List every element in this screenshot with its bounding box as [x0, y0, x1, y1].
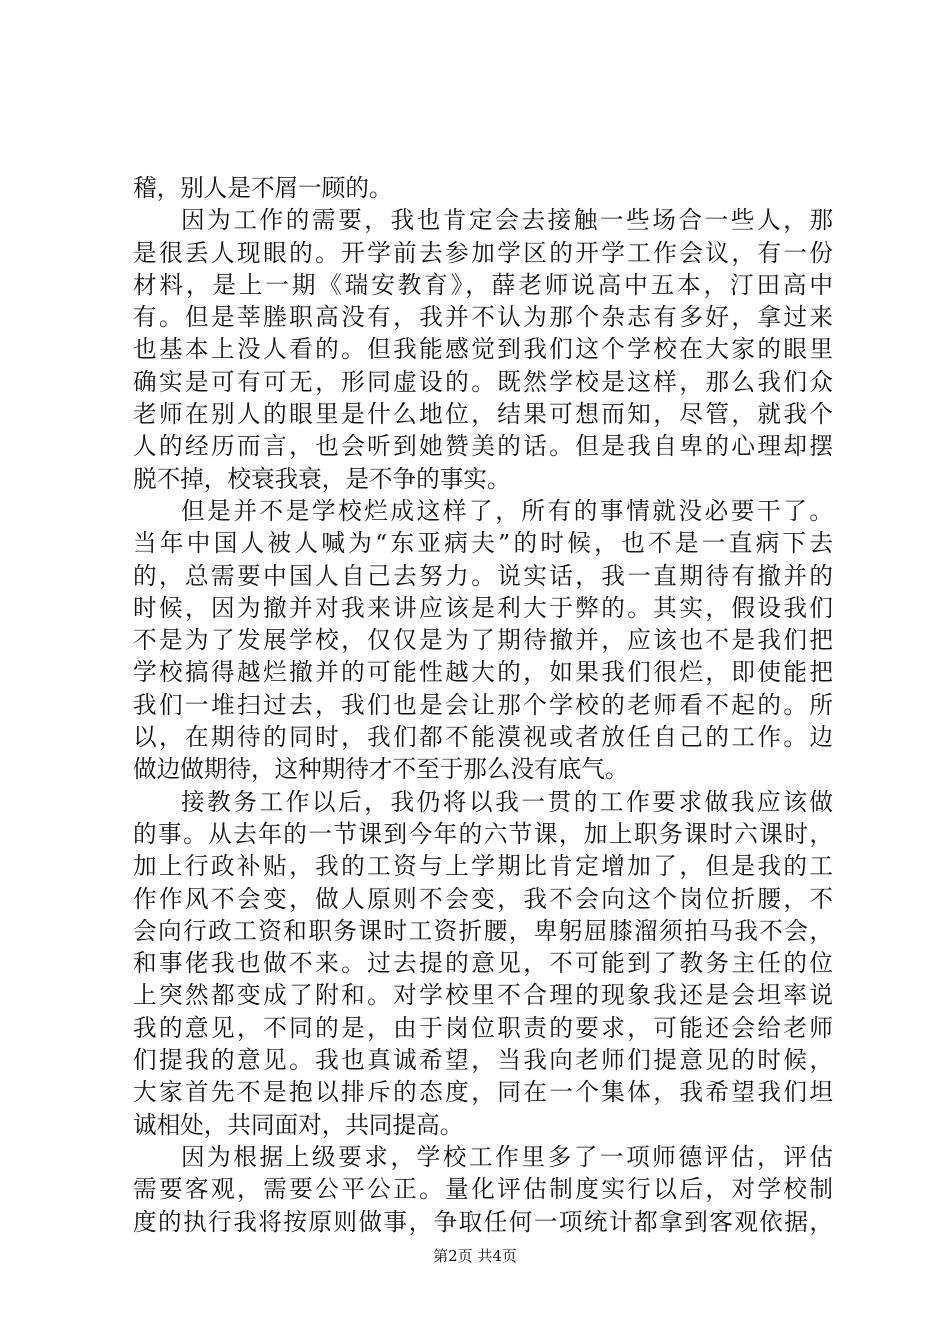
text-line: 因为工作的需要，我也肯定会去接触一些场合一些人，那: [181, 206, 833, 235]
text-line: 但是并不是学校烂成这样了，所有的事情就没必要干了。: [181, 496, 833, 525]
text-line: 人的经历而言，也会听到她赞美的话。但是我自卑的心理却摆: [133, 432, 833, 461]
text-line: 接教务工作以后，我仍将以我一贯的工作要求做我应该做: [181, 787, 833, 816]
text-line: 材料，是上一期《瑞安教育》，薛老师说高中五本，汀田高中: [133, 270, 833, 299]
text-line: 诚相处，共同面对，共同提高。: [133, 1110, 464, 1139]
text-line: 不是为了发展学校，仅仅是为了期待撤并，应该也不是我们把: [133, 626, 833, 655]
text-line: 稽，别人是不屑一顾的。: [133, 174, 393, 202]
document-body: [133, 172, 833, 1238]
text-line: 以，在期待的同时，我们都不能漠视或者放任自己的工作。边: [133, 723, 833, 752]
text-line: 确实是可有可无，形同虚设的。既然学校是这样，那么我们众: [133, 367, 833, 396]
text-line: 加上行政补贴，我的工资与上学期比肯定增加了，但是我的工: [133, 852, 833, 881]
text-line: 度的执行我将按原则做事，争取任何一项统计都拿到客观依据，: [133, 1207, 833, 1236]
text-line: 上突然都变成了附和。对学校里不合理的现象我还是会坦率说: [133, 981, 833, 1010]
page-footer: 第2页 共4页: [433, 1247, 517, 1265]
text-line: 时候，因为撤并对我来讲应该是利大于弊的。其实，假设我们: [133, 593, 833, 622]
text-line: 做边做期待，这种期待才不至于那么没有底气。: [133, 755, 629, 784]
text-line: 学校搞得越烂撤并的可能性越大的，如果我们很烂，即使能把: [133, 658, 833, 687]
text-line: 和事佬我也做不来。过去提的意见，不可能到了教务主任的位: [133, 949, 833, 978]
text-line: 当年中国人被人喊为“东亚病夫”的时候，也不是一直病下去: [133, 529, 833, 558]
text-line: 大家首先不是抱以排斥的态度，同在一个集体，我希望我们坦: [133, 1078, 833, 1107]
text-line: 会向行政工资和职务课时工资折腰，卑躬屈膝溜须拍马我不会，: [133, 916, 833, 945]
text-line: 脱不掉，校衰我衰，是不争的事实。: [133, 464, 511, 493]
text-line: 是很丢人现眼的。开学前去参加学区的开学工作会议，有一份: [133, 238, 833, 267]
text-line: 老师在别人的眼里是什么地位，结果可想而知，尽管，就我个: [133, 400, 833, 429]
text-line: 也基本上没人看的。但我能感觉到我们这个学校在大家的眼里: [133, 335, 833, 364]
text-line: 的，总需要中国人自己去努力。说实话，我一直期待有撤并的: [133, 561, 833, 590]
text-line: 的事。从去年的一节课到今年的六节课，加上职务课时六课时，: [133, 819, 833, 848]
text-line: 作作风不会变，做人原则不会变，我不会向这个岗位折腰，不: [133, 884, 833, 913]
text-line: 我的意见，不同的是，由于岗位职责的要求，可能还会给老师: [133, 1013, 833, 1042]
text-line: 们提我的意见。我也真诚希望，当我向老师们提意见的时候，: [133, 1046, 833, 1075]
text-line: 我们一堆扫过去，我们也是会让那个学校的老师看不起的。所: [133, 690, 833, 719]
text-line: 需要客观，需要公平公正。量化评估制度实行以后，对学校制: [133, 1175, 833, 1204]
text-line: 因为根据上级要求，学校工作里多了一项师德评估，评估: [181, 1142, 833, 1171]
text-line: 有。但是莘塍职高没有，我并不认为那个杂志有多好，拿过来: [133, 303, 833, 332]
